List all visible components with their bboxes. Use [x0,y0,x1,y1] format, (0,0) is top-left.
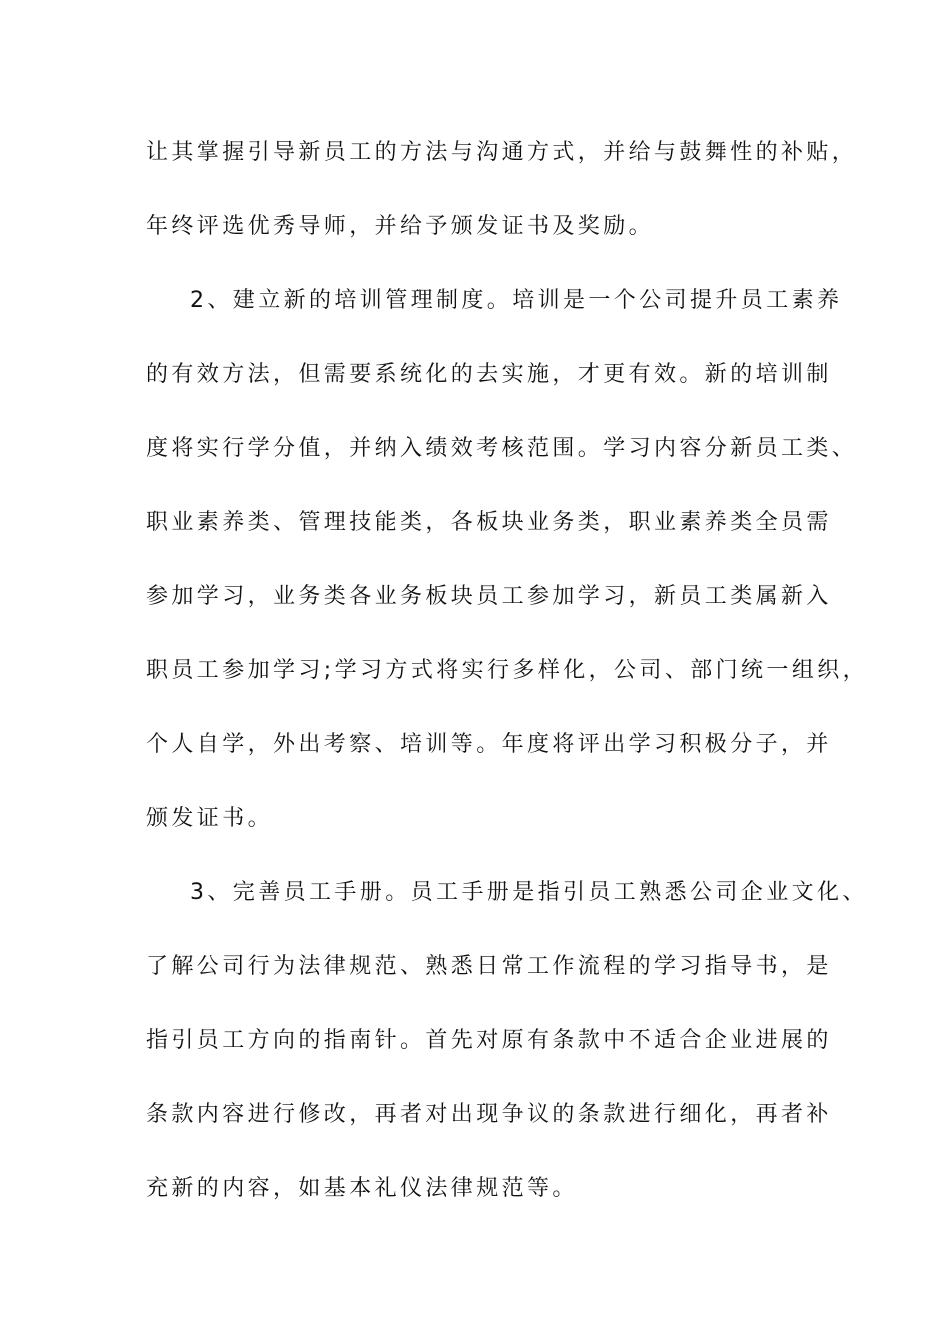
paragraph-3-first-line: 3、完善员工手册。员工手册是指引员工熟悉公司企业文化、 [190,880,868,905]
text-line: 年终评选优秀导师，并给予颁发证书及奖励。 [146,214,655,239]
text-line: 职业素养类、管理技能类，各板块业务类，职业素养类全员需 [146,510,832,535]
text-line: 的有效方法，但需要系统化的去实施，才更有效。新的培训制 [146,362,832,387]
text-line: 让其掌握引导新员工的方法与沟通方式，并给与鼓舞性的补贴， [146,140,858,165]
text-line: 指引员工方向的指南针。首先对原有条款中不适合企业进展的 [146,1028,832,1053]
text-line: 参加学习，业务类各业务板块员工参加学习，新员工类属新入 [146,584,832,609]
text-line: 个人自学，外出考察、培训等。年度将评出学习积极分子，并 [146,732,832,757]
text-line: 颁发证书。 [146,806,274,831]
text-line: 了解公司行为法律规范、熟悉日常工作流程的学习指导书，是 [146,954,832,979]
text-line: 度将实行学分值，并纳入绩效考核范围。学习内容分新员工类、 [146,436,858,461]
paragraph-2-first-line: 2、建立新的培训管理制度。培训是一个公司提升员工素养 [190,288,843,313]
text-line: 职员工参加学习;学习方式将实行多样化，公司、部门统一组织， [146,658,869,683]
text-line: 条款内容进行修改，再者对出现争议的条款进行细化，再者补 [146,1102,832,1127]
text-line: 充新的内容，如基本礼仪法律规范等。 [146,1176,578,1201]
